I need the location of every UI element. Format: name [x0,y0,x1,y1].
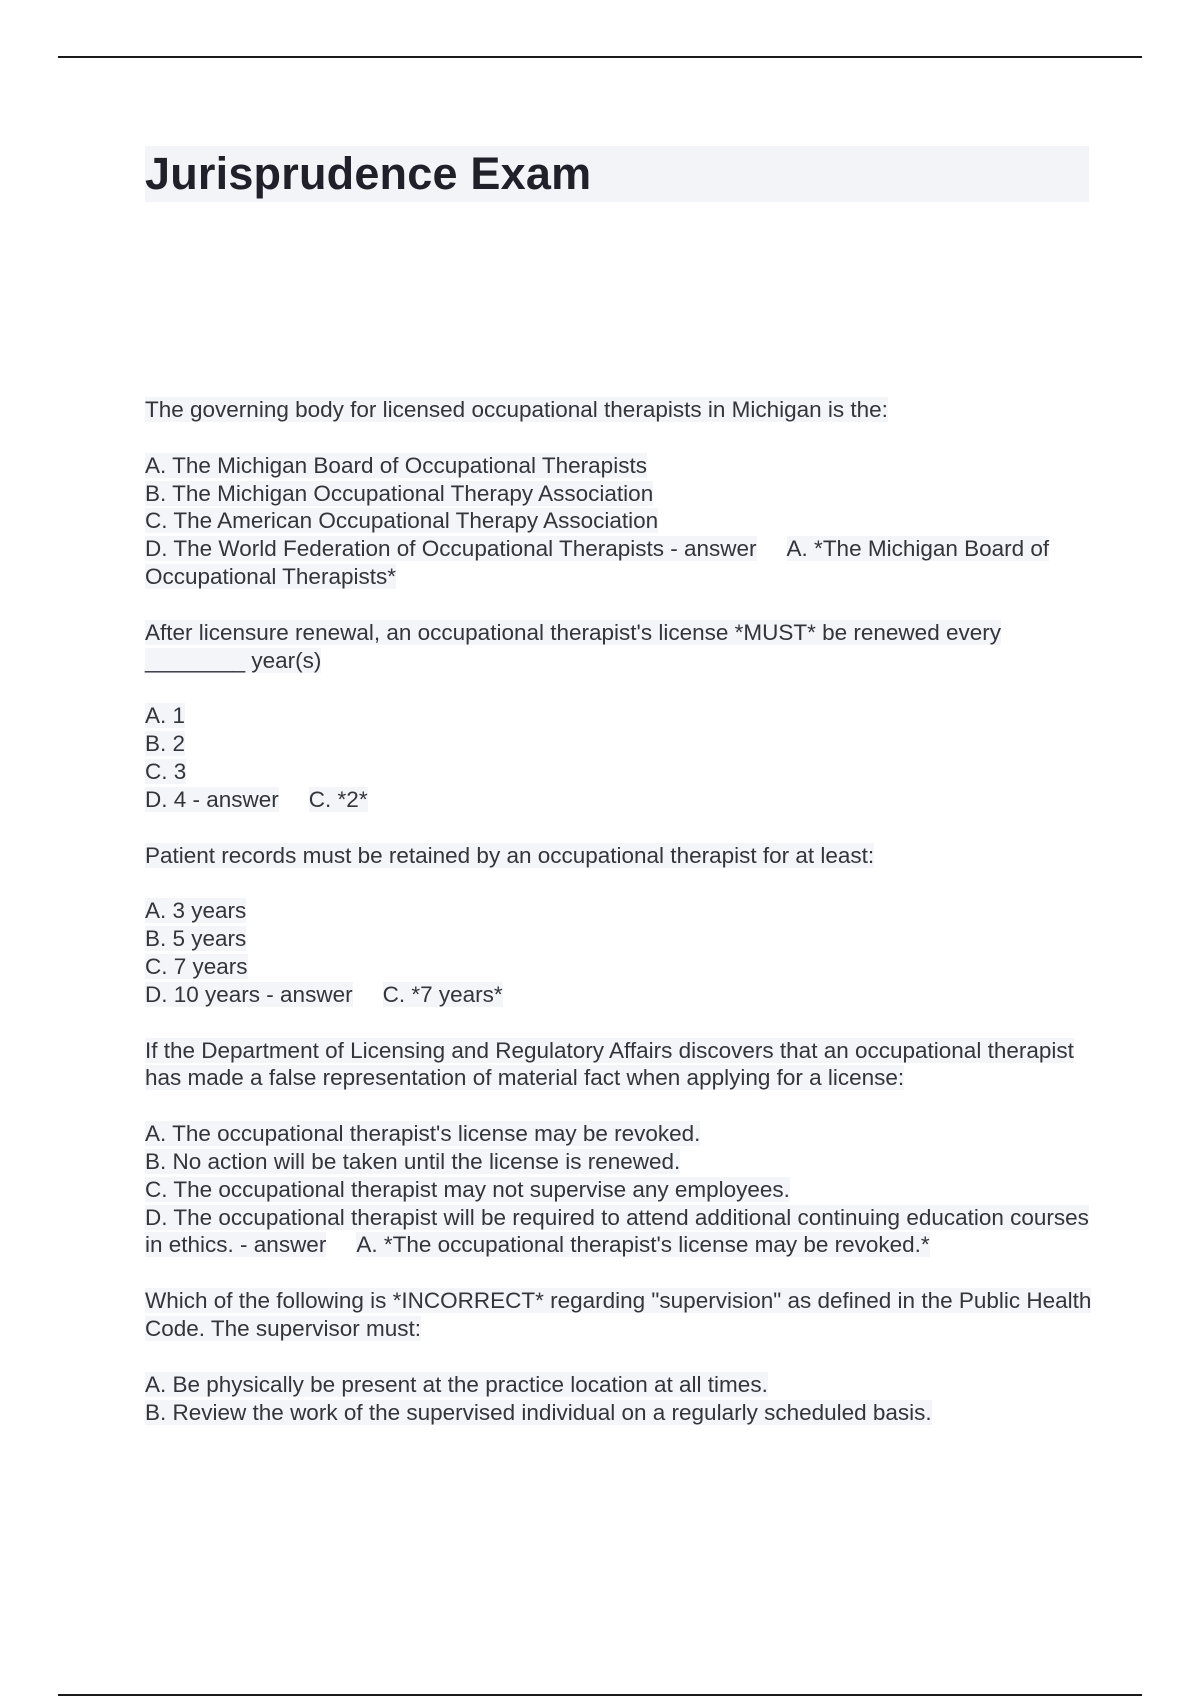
question-stem: If the Department of Licensing and Regulatory Affairs discovers that an occupational therapist has made a false representation of material fact when applying for a license: [145,1037,1074,1091]
option-list [145,1120,1095,1259]
question-stem: The governing body for licensed occupational therapists in Michigan is the: [145,397,888,422]
question-4 [145,1037,1095,1260]
option: A. The occupational therapist's license may be revoked. [145,1121,701,1147]
footer-rule [58,1694,1142,1696]
option: A. 3 years [145,898,247,924]
option: A. 1 [145,703,186,729]
question-2 [145,619,1095,814]
option: B. The Michigan Occupational Therapy Association [145,480,654,506]
option: B. No action will be taken until the license is renewed. [145,1148,681,1174]
option: B. Review the work of the supervised individual on a regularly scheduled basis. [145,1399,932,1425]
option: A. Be physically be present at the practice location at all times. [145,1371,768,1397]
option: D. The World Federation of Occupational Therapists - answer [145,536,757,562]
answer-text: C. *7 years* [382,981,503,1007]
option: B. 2 [145,731,186,757]
question-stem: After licensure renewal, an occupational therapist's license *MUST* be renewed every ________ year(s) [145,619,1001,673]
option-list [145,452,1095,591]
option: D. The occupational therapist will be required to attend additional continuing education courses in ethics. - answer [145,1204,1089,1258]
option: C. The occupational therapist may not supervise any employees. [145,1176,790,1202]
header-rule [58,56,1142,58]
question-stem: Patient records must be retained by an occupational therapist for at least: [145,842,875,868]
answer-text: C. *2* [308,786,368,812]
answer-text: A. *The occupational therapist's license may be revoked.* [356,1232,930,1258]
option-list [145,897,1095,1008]
answer-text: A. *The Michigan Board of Occupational Therapists* [145,536,1050,589]
option: B. 5 years [145,926,247,952]
option-list [145,1371,1095,1427]
option: C. The American Occupational Therapy Association [145,508,659,534]
question-1 [145,396,1095,591]
question-3 [145,842,1095,1009]
document-title: Jurisprudence Exam [145,148,592,199]
option: C. 3 [145,758,187,784]
option: C. 7 years [145,953,248,979]
option-list [145,702,1095,813]
question-stem: Which of the following is *INCORRECT* regarding "supervision" as defined in the Public Health Code. The supervisor must: [145,1288,1092,1341]
option: D. 4 - answer [145,786,279,812]
option: D. 10 years - answer [145,981,353,1007]
question-list [145,396,1095,1454]
question-5 [145,1287,1095,1426]
option: A. The Michigan Board of Occupational Therapists [145,452,647,478]
